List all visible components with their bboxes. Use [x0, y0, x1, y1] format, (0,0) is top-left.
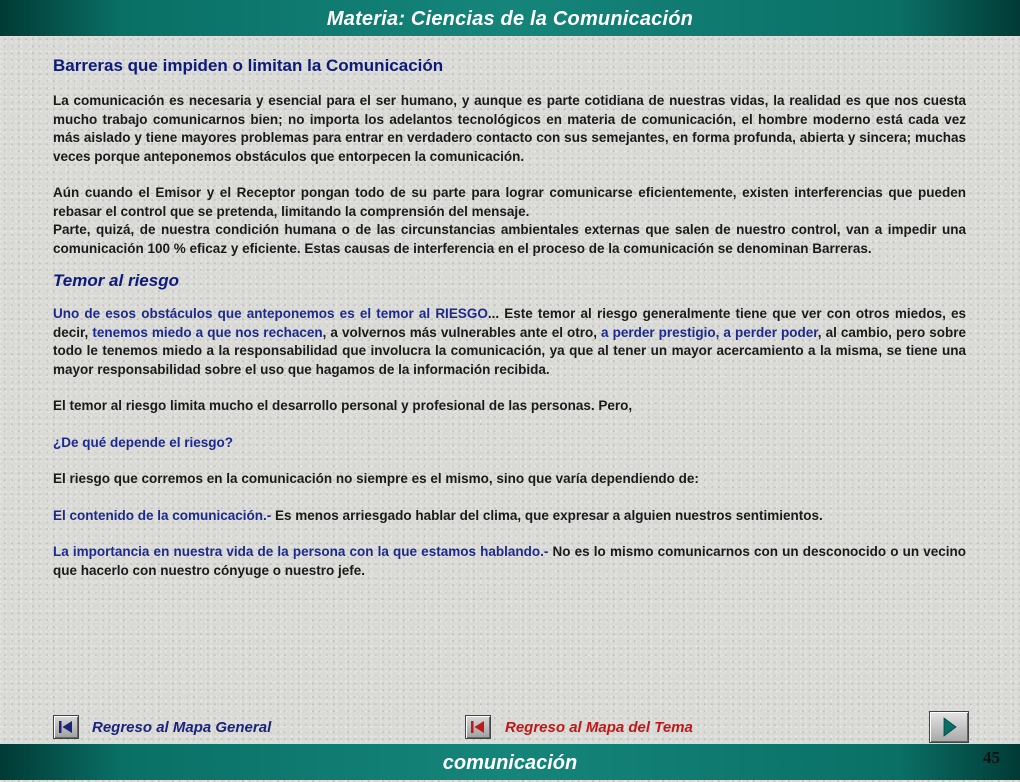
- header-bar: [0, 0, 1020, 36]
- risk-paragraph: [53, 305, 966, 379]
- main-content: [53, 54, 966, 580]
- risk-text-highlight-1: Uno de esos obstáculos que anteponemos es el temor al RIESGO: [53, 306, 488, 321]
- next-arrow-icon: [938, 716, 960, 738]
- footer-bar: [0, 744, 1020, 780]
- nav-general-map-label[interactable]: Regreso al Mapa General: [92, 718, 272, 736]
- factor-importance-text: No es lo mismo comunicarnos con un desconocido o un vecino que hacerlo con nuestro cónyuge o nuestro jefe.: [53, 544, 966, 578]
- factor-content: [53, 507, 966, 526]
- page-title: Materia: Ciencias de la Comunicación: [326, 8, 694, 30]
- paragraph-emisor-receptor: Aún cuando el Emisor y el Receptor pongan todo de su parte para lograr comunicarse eficientemente, existen interferencias que pueden rebasar el control que se pretenda, limitando la comprensión del mensaje.: [53, 185, 966, 219]
- factor-content-term: El contenido de la comunicación.-: [53, 507, 272, 523]
- risk-question: ¿De qué depende el riesgo?: [53, 434, 234, 450]
- factor-importance: [53, 543, 966, 580]
- risk-text-3: , al cambio, pero sobre todo le tenemos miedo a la responsabilidad que involucra la comunicación, ya que al tener un mayor acercamiento a la misma, se tiene una mayor responsabilidad sobre el uso que hagamos de la información recibida.: [53, 324, 966, 377]
- risk-text-highlight-2: tenemos miedo a que nos rechacen: [92, 324, 323, 340]
- intro-paragraph: La comunicación es necesaria y esencial para el ser humano, y aunque es parte cotidiana de nuestras vidas, la realidad es que nos cuesta mucho trabajo comunicarnos bien; no importa los adelantos tecnológicos en materia de comunicación, el hombre moderno está cada vez más aislado y tiene mayores problemas para entrar en verdadero contacto con sus semejantes, en forma profunda, abierta y sincera; muchas veces porque anteponemos obstáculos que entorpecen la comunicación.: [53, 93, 966, 164]
- nav-topic-map[interactable]: [465, 713, 693, 741]
- factor-content-text: Es menos arriesgado hablar del clima, que expresar a alguien nuestros sentimientos.: [271, 507, 823, 523]
- first-page-icon[interactable]: [53, 715, 79, 739]
- skip-first-glyph: [57, 719, 75, 735]
- footer-subject: comunicación: [442, 752, 578, 774]
- section-heading: Barreras que impiden o limitan la Comunicación: [53, 56, 444, 75]
- skip-first-red-glyph: [469, 719, 487, 735]
- next-page-button[interactable]: [929, 711, 969, 743]
- risk-text-2: , a volvernos más vulnerables ante el otro,: [322, 324, 602, 340]
- risk-text-highlight-3: a perder prestigio, a perder poder: [601, 324, 818, 340]
- varies-paragraph: El riesgo que corremos en la comunicación no siempre es el mismo, sino que varía dependiendo de:: [53, 471, 699, 486]
- risk-text-1: ... Este temor al riesgo generalmente tiene que ver con otros miedos, es decir,: [53, 306, 966, 340]
- nav-topic-map-label[interactable]: Regreso al Mapa del Tema: [505, 718, 693, 736]
- subsection-heading: Temor al riesgo: [53, 271, 179, 290]
- first-page-red-icon[interactable]: [465, 715, 491, 739]
- page-number: 45: [983, 748, 1000, 767]
- nav-general-map[interactable]: [53, 713, 271, 741]
- paragraph-barreras: Parte, quizá, de nuestra condición humana o de las circunstancias ambientales externas que salen de nuestro control, van a impedir una comunicación 100 % eficaz y eficiente. Estas causas de interferencia en el proceso de la comunicación se denominan Barreras.: [53, 222, 966, 256]
- factor-importance-term: La importancia en nuestra vida de la persona con la que estamos hablando.-: [53, 544, 549, 559]
- limit-paragraph: El temor al riesgo limita mucho el desarrollo personal y profesional de las personas. Pero,: [53, 398, 633, 413]
